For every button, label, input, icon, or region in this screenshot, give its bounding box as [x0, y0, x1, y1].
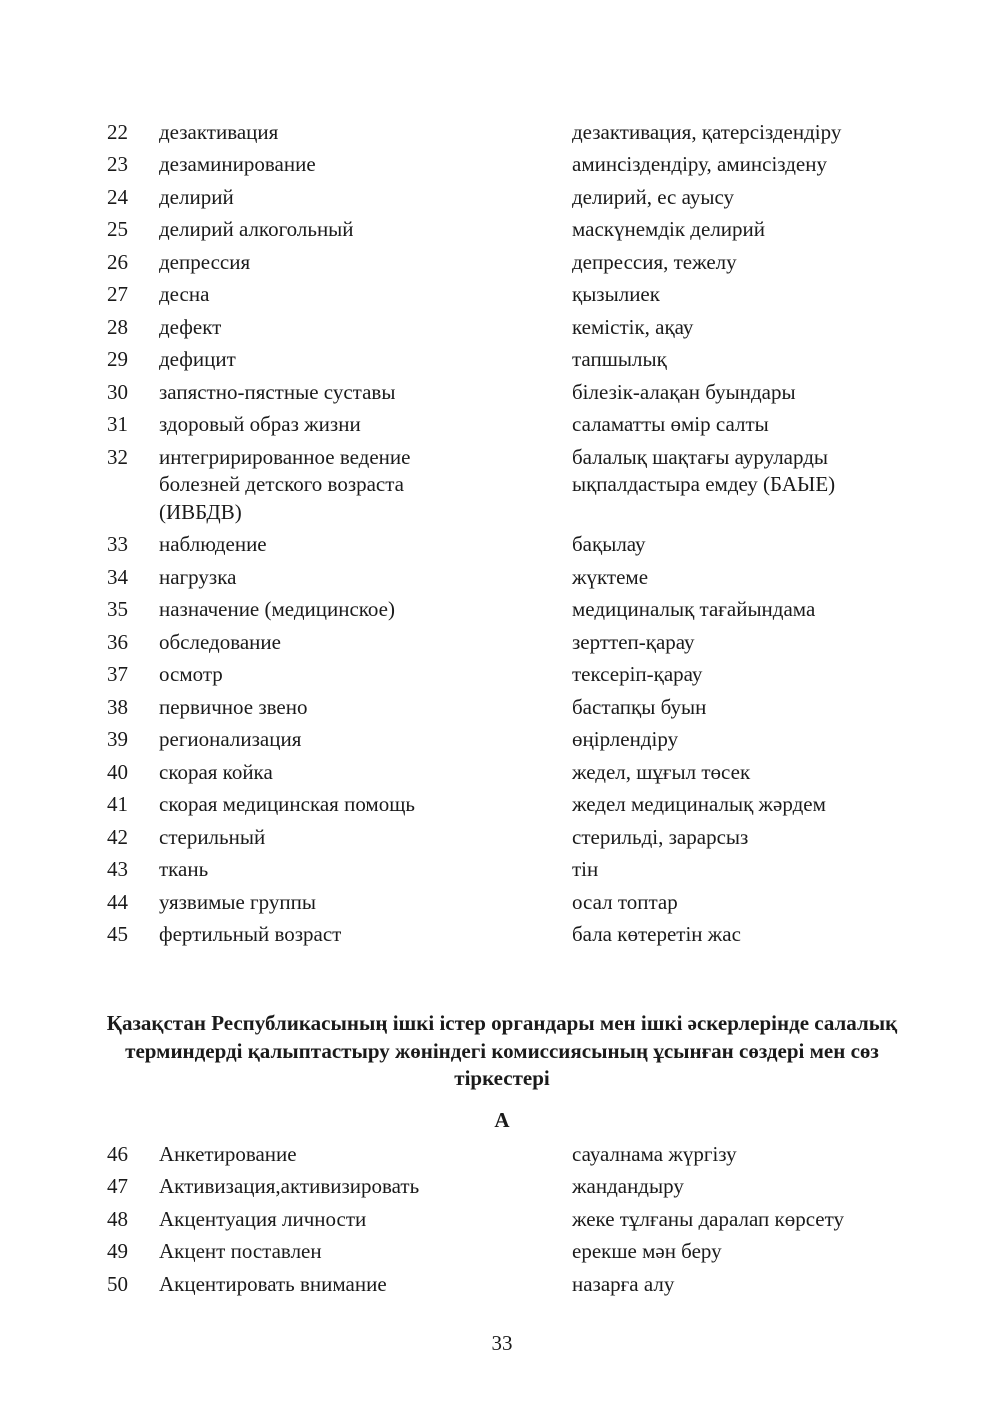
term-number: 34 [107, 564, 128, 589]
term-row [0, 246, 1004, 279]
term-number: 41 [107, 792, 128, 816]
term-kazakh: саламатты өмір салты [572, 412, 769, 436]
term-kazakh: медициналық тағайындама [572, 597, 816, 621]
term-kazakh: жеке тұлғаны даралап көрсету [572, 1206, 845, 1231]
term-russian: дефект [159, 314, 222, 339]
term-row [0, 724, 1004, 757]
term-number: 30 [107, 379, 128, 404]
term-kazakh: назарға алу [572, 1271, 675, 1296]
term-number: 29 [107, 347, 128, 371]
term-row [0, 821, 1004, 854]
term-kazakh: кемістік, ақау [572, 314, 694, 339]
term-kazakh: дезактивация, қатерсіздендіру [572, 119, 842, 144]
term-row [0, 854, 1004, 887]
term-row [0, 691, 1004, 724]
term-russian: депрессия [159, 249, 251, 274]
term-row [0, 659, 1004, 692]
term-russian: Акцентировать внимание [159, 1271, 387, 1296]
term-russian: Активизация,активизировать [159, 1174, 420, 1198]
term-number: 44 [107, 889, 128, 914]
term-kazakh: тексеріп-қарау [572, 662, 703, 686]
term-russian: нагрузка [159, 564, 237, 589]
term-russian: Акцентуация личности [159, 1206, 367, 1231]
term-kazakh: жандандыру [572, 1174, 684, 1198]
term-russian: здоровый образ жизни [159, 412, 361, 436]
term-number: 46 [107, 1141, 128, 1166]
term-russian: обследование [159, 629, 281, 654]
term-row [0, 919, 1004, 952]
term-row [0, 789, 1004, 822]
term-number: 26 [107, 249, 128, 274]
term-row [0, 561, 1004, 594]
section-heading: Қазақстан Республикасының ішкі істер органдары мен ішкі әскерлерінде салалық терминдерді қалыптастыру жөніндегі комиссиясының ұсынған сөздері мен сөз тіркестері [106, 1011, 898, 1090]
term-kazakh: зерттеп-қарау [572, 629, 695, 654]
term-number: 38 [107, 694, 128, 719]
term-russian: регионализация [159, 727, 302, 751]
term-russian: интегрирированное ведение болезней детского возраста (ИВБДВ) [159, 444, 411, 524]
term-number: 39 [107, 727, 128, 751]
term-kazakh: сауалнама жүргізу [572, 1141, 737, 1166]
term-kazakh: білезік-алақан буындары [572, 379, 796, 404]
term-kazakh: депрессия, тежелу [572, 249, 737, 274]
term-kazakh: жедел, шұғыл төсек [572, 759, 751, 784]
term-russian: стерильный [159, 824, 266, 849]
term-row [0, 886, 1004, 919]
term-row [0, 116, 1004, 149]
term-kazakh: маскүнемдік делирий [572, 217, 766, 241]
term-row [0, 1268, 1004, 1301]
term-number: 32 [107, 444, 128, 469]
term-russian: фертильный возраст [159, 922, 342, 946]
term-kazakh: тін [572, 857, 599, 881]
term-russian: первичное звено [159, 694, 308, 719]
term-number: 37 [107, 662, 128, 686]
term-number: 33 [107, 532, 128, 556]
term-list-part-2 [0, 1138, 1004, 1301]
term-kazakh: бақылау [572, 532, 646, 556]
term-number: 43 [107, 857, 128, 881]
term-russian: дезаминирование [159, 152, 316, 176]
term-kazakh: осал топтар [572, 889, 678, 914]
term-row [0, 1138, 1004, 1171]
term-russian: ткань [159, 857, 209, 881]
term-number: 48 [107, 1206, 128, 1231]
term-number: 28 [107, 314, 128, 339]
term-row [0, 149, 1004, 182]
term-row [0, 1203, 1004, 1236]
term-row [0, 311, 1004, 344]
term-russian: дефицит [159, 347, 236, 371]
term-number: 31 [107, 412, 128, 436]
term-kazakh: стерильді, зарарсыз [572, 824, 749, 849]
term-russian: запястно-пястные суставы [159, 379, 396, 404]
term-number: 23 [107, 152, 128, 176]
term-number: 36 [107, 629, 128, 654]
page-number: 33 [491, 1331, 513, 1355]
term-russian: скорая медицинская помощь [159, 792, 415, 816]
term-kazakh: бала көтеретін жас [572, 922, 741, 946]
term-row [0, 1171, 1004, 1204]
term-row [0, 626, 1004, 659]
term-number: 25 [107, 217, 128, 241]
term-russian: наблюдение [159, 532, 267, 556]
term-kazakh: аминсіздендіру, аминсіздену [572, 152, 827, 176]
term-list-part-1 [0, 116, 1004, 951]
term-number: 27 [107, 282, 128, 306]
section-letter: А [494, 1108, 510, 1132]
term-row [0, 344, 1004, 377]
term-number: 49 [107, 1239, 128, 1263]
term-russian: уязвимые группы [159, 889, 316, 914]
term-row [0, 529, 1004, 562]
term-russian: десна [159, 282, 210, 306]
term-kazakh: тапшылық [572, 347, 667, 371]
term-row [0, 1236, 1004, 1269]
term-row [0, 181, 1004, 214]
term-number: 45 [107, 922, 128, 946]
term-number: 35 [107, 597, 128, 621]
term-kazakh: делирий, ес ауысу [572, 184, 735, 209]
term-row [0, 441, 1004, 529]
term-row [0, 756, 1004, 789]
term-row [0, 279, 1004, 312]
term-number: 24 [107, 184, 128, 209]
term-number: 42 [107, 824, 128, 849]
term-kazakh: жедел медициналық жәрдем [572, 792, 826, 816]
term-number: 50 [107, 1271, 128, 1296]
term-russian: делирий [159, 184, 234, 209]
term-number: 47 [107, 1174, 128, 1198]
term-kazakh: жүктеме [572, 564, 649, 589]
term-number: 40 [107, 759, 128, 784]
term-number: 22 [107, 119, 128, 144]
term-kazakh: балалық шақтағы ауруларды ықпалдастыра емдеу (БАЫЕ) [572, 444, 836, 496]
term-kazakh: бастапқы буын [572, 694, 707, 719]
term-kazakh: қызылиек [572, 282, 660, 306]
term-russian: осмотр [159, 662, 223, 686]
term-russian: дезактивация [159, 119, 279, 144]
term-russian: назначение (медицинское) [159, 597, 395, 621]
term-russian: делирий алкогольный [159, 217, 354, 241]
term-russian: Анкетирование [159, 1141, 297, 1166]
term-kazakh: өңірлендіру [572, 727, 679, 751]
term-kazakh: ерекше мән беру [572, 1239, 722, 1263]
term-russian: Акцент поставлен [159, 1239, 322, 1263]
term-row [0, 409, 1004, 442]
term-row [0, 214, 1004, 247]
term-row [0, 594, 1004, 627]
term-row [0, 376, 1004, 409]
term-russian: скорая койка [159, 759, 273, 784]
